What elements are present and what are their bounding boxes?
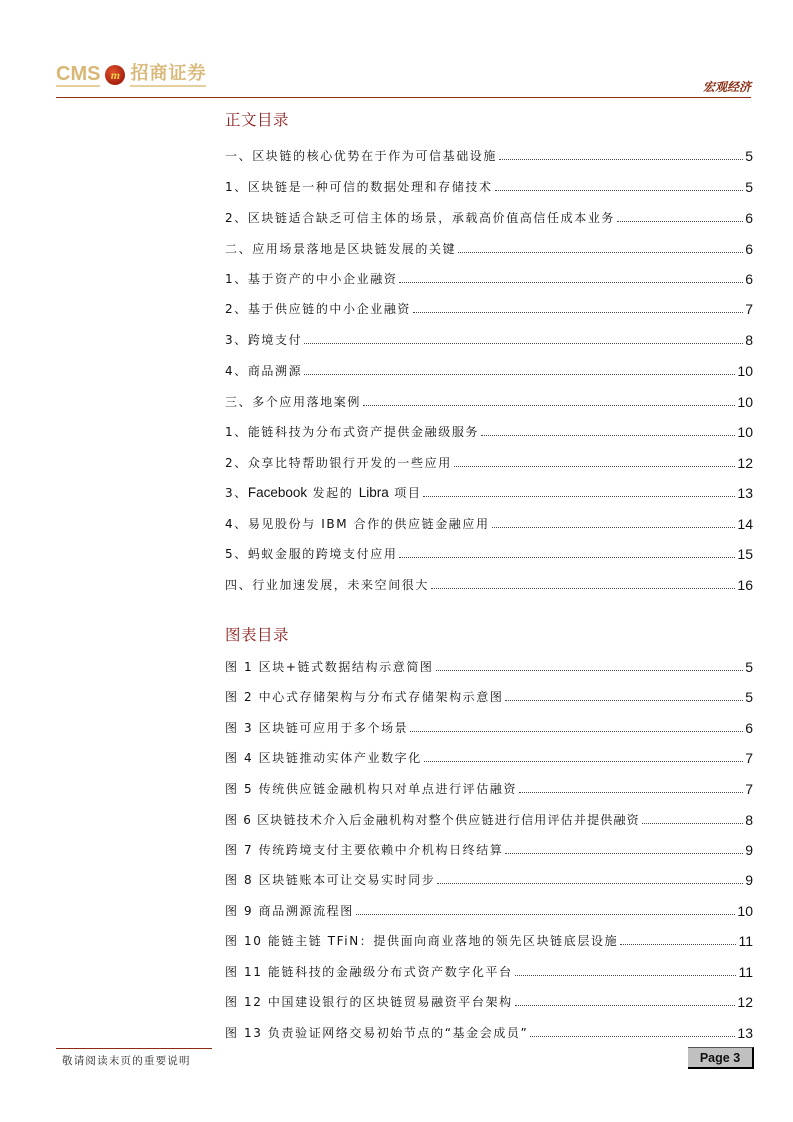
toc-entry-label: 2、基于供应链的中小企业融资 — [225, 302, 412, 316]
toc-entry[interactable] — [225, 330, 753, 348]
figure-entry-label: 图 5 传统供应链金融机构只对单点进行评估融资 — [225, 782, 518, 796]
dot-leader — [481, 434, 735, 436]
figure-entry-page: 5 — [745, 659, 753, 675]
figure-entry[interactable] — [225, 901, 753, 919]
figure-entry[interactable] — [225, 870, 753, 888]
figure-entry-page: 6 — [745, 720, 753, 736]
toc-entry-label: 3、Facebook 发起的 Libra 项目 — [225, 485, 422, 500]
dot-leader — [499, 158, 743, 160]
dot-leader — [617, 220, 743, 222]
dot-leader — [410, 730, 743, 732]
toc-latin: Libra — [358, 485, 389, 500]
toc-entry-page: 16 — [737, 577, 753, 593]
logo-emblem-icon: m — [105, 65, 125, 85]
figure-entry-label: 图 4 区块链推动实体产业数字化 — [225, 751, 422, 765]
dot-leader — [505, 852, 743, 854]
header-divider — [56, 97, 751, 98]
toc-entry-label: 二、应用场景落地是区块链发展的关键 — [225, 242, 457, 256]
figure-entry[interactable] — [225, 687, 753, 705]
toc-entry[interactable] — [225, 514, 753, 532]
figure-entry-page: 12 — [737, 994, 753, 1010]
toc-entry-page: 10 — [737, 394, 753, 410]
toc-entry-label: 四、行业加速发展，未来空间很大 — [225, 578, 430, 592]
toc-entry[interactable] — [225, 208, 753, 226]
figure-entry-label: 图 8 区块链账本可让交易实时同步 — [225, 873, 436, 887]
toc-entry[interactable] — [225, 177, 753, 195]
toc-entry-page: 6 — [745, 271, 753, 287]
dot-leader — [424, 760, 743, 762]
toc-entry-label: 1、基于资产的中小企业融资 — [225, 272, 398, 286]
dot-leader — [620, 943, 736, 945]
figure-entry-page: 13 — [737, 1025, 753, 1041]
figure-entry-page: 5 — [745, 689, 753, 705]
page-number-badge: Page 3 — [688, 1047, 754, 1069]
toc-entry-page: 6 — [745, 210, 753, 226]
toc-entry-page: 12 — [737, 455, 753, 471]
figure-entry[interactable] — [225, 718, 753, 736]
figure-entry-label: 图 11 能链科技的金融级分布式资产数字化平台 — [225, 965, 513, 979]
toc-entry-label: 2、众享比特帮助银行开发的一些应用 — [225, 456, 452, 470]
figure-entry-page: 7 — [745, 781, 753, 797]
figure-entry[interactable] — [225, 840, 753, 858]
report-category: 宏观经济 — [702, 80, 751, 94]
toc-entry-label: 一、区块链的核心优势在于作为可信基础设施 — [225, 149, 498, 163]
dot-leader — [515, 974, 737, 976]
toc-entry-label: 1、区块链是一种可信的数据处理和存储技术 — [225, 180, 493, 194]
toc-latin: Facebook — [247, 485, 308, 500]
toc-entry-page: 15 — [737, 546, 753, 562]
toc-entry-label: 5、蚂蚁金服的跨境支付应用 — [225, 547, 398, 561]
dot-leader — [530, 1035, 735, 1037]
figure-entry-label: 图 1 区块+链式数据结构示意简图 — [225, 660, 434, 674]
toc-entry-page: 10 — [737, 363, 753, 379]
logo-latin-text: CMS — [56, 63, 101, 85]
toc-entry-page: 5 — [745, 148, 753, 164]
figure-entry[interactable] — [225, 1023, 753, 1041]
dot-leader — [519, 791, 743, 793]
dot-leader — [413, 311, 743, 313]
figure-entry-page: 11 — [738, 933, 753, 949]
toc-entry[interactable] — [225, 392, 753, 410]
figure-entry-page: 9 — [745, 872, 753, 888]
figure-entry-label: 图 2 中心式存储架构与分布式存储架构示意图 — [225, 690, 504, 704]
toc-main-title: 正文目录 — [225, 111, 290, 129]
toc-entry[interactable] — [225, 422, 753, 440]
toc-entry-label: 2、区块链适合缺乏可信主体的场景，承载高价值高信任成本业务 — [225, 211, 616, 225]
dot-leader — [304, 373, 735, 375]
dot-leader — [431, 587, 735, 589]
toc-entry[interactable] — [225, 575, 753, 593]
figure-entry[interactable] — [225, 992, 753, 1010]
dot-leader — [356, 913, 736, 915]
toc-entry-label: 3、跨境支付 — [225, 333, 303, 347]
dot-leader — [495, 189, 744, 191]
toc-entry[interactable] — [225, 453, 753, 471]
figure-entry-page: 8 — [745, 812, 753, 828]
dot-leader — [437, 882, 743, 884]
figure-entry[interactable] — [225, 748, 753, 766]
figure-entry-label: 图 6 区块链技术介入后金融机构对整个供应链进行信用评估并提供融资 — [225, 813, 640, 827]
toc-figures-title: 图表目录 — [225, 626, 290, 644]
toc-entry[interactable] — [225, 483, 753, 501]
dot-leader — [399, 556, 735, 558]
figure-entry[interactable] — [225, 810, 753, 828]
toc-num: 3、 — [225, 486, 248, 500]
toc-entry[interactable] — [225, 269, 753, 287]
brand-logo — [56, 62, 206, 88]
logo-chinese-text: 招商证券 — [130, 63, 206, 87]
toc-entry-page: 10 — [737, 424, 753, 440]
figure-entry-label: 图 13 负责验证网络交易初始节点的“基金会成员” — [225, 1026, 529, 1040]
toc-entry[interactable] — [225, 239, 753, 257]
figure-entry-label: 图 9 商品溯源流程图 — [225, 904, 354, 918]
toc-entry[interactable] — [225, 146, 753, 164]
disclaimer-note: 敬请阅读末页的重要说明 — [62, 1055, 191, 1067]
toc-entry[interactable] — [225, 299, 753, 317]
dot-leader — [423, 495, 735, 497]
figure-entry[interactable] — [225, 657, 753, 675]
footer-divider — [56, 1048, 212, 1049]
dot-leader — [642, 822, 743, 824]
dot-leader — [399, 281, 743, 283]
dot-leader — [454, 465, 736, 467]
toc-entry[interactable] — [225, 361, 753, 379]
dot-leader — [492, 526, 736, 528]
dot-leader — [363, 404, 735, 406]
dot-leader — [304, 342, 743, 344]
figure-entry[interactable] — [225, 931, 753, 949]
toc-entry-page: 13 — [737, 485, 753, 501]
figure-entry-page: 7 — [745, 750, 753, 766]
dot-leader — [436, 669, 744, 671]
figure-entry-label: 图 12 中国建设银行的区块链贸易融资平台架构 — [225, 995, 513, 1009]
figure-entry-label: 图 10 能链主链 TFiN：提供面向商业落地的领先区块链底层设施 — [225, 934, 619, 948]
figure-entry[interactable] — [225, 779, 753, 797]
toc-entry-page: 14 — [737, 516, 753, 532]
toc-entry-page: 8 — [745, 332, 753, 348]
toc-entry-label: 4、易见股份与 IBM 合作的供应链金融应用 — [225, 517, 490, 531]
toc-entry-page: 6 — [745, 241, 753, 257]
dot-leader — [505, 699, 743, 701]
figure-entry-label: 图 3 区块链可应用于多个场景 — [225, 721, 409, 735]
toc-entry[interactable] — [225, 544, 753, 562]
figure-entry-page: 9 — [745, 842, 753, 858]
toc-entry-label: 1、能链科技为分布式资产提供金融级服务 — [225, 425, 480, 439]
toc-entry-page: 7 — [745, 301, 753, 317]
figure-entry-page: 10 — [737, 903, 753, 919]
dot-leader — [515, 1004, 736, 1006]
toc-entry-label: 三、多个应用落地案例 — [225, 395, 362, 409]
figure-entry-page: 11 — [738, 964, 753, 980]
dot-leader — [458, 251, 743, 253]
figure-entry-label: 图 7 传统跨境支付主要依赖中介机构日终结算 — [225, 843, 504, 857]
toc-entry-label: 4、商品溯源 — [225, 364, 303, 378]
figure-entry[interactable] — [225, 962, 753, 980]
toc-entry-page: 5 — [745, 179, 753, 195]
